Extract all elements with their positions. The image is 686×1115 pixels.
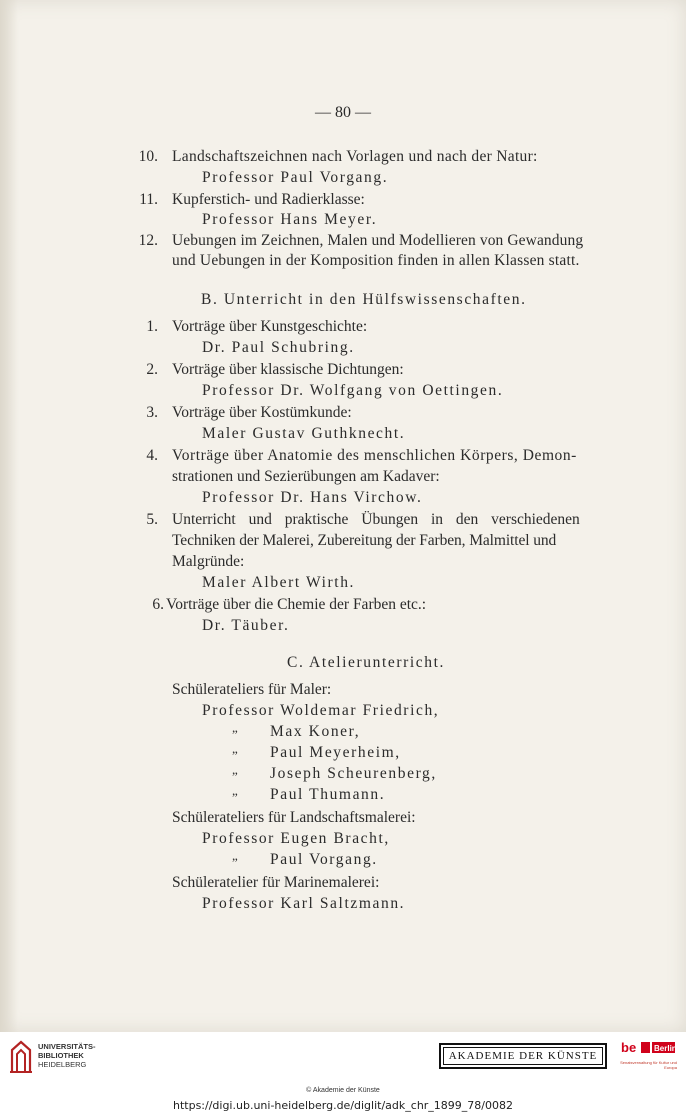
item-text: Malgründe: — [172, 553, 245, 570]
person-line: Max Koner, — [270, 723, 361, 740]
item-person: Dr. Paul Schubring. — [202, 339, 355, 356]
ditto-mark: „ — [232, 848, 238, 863]
item-number: 11. — [139, 191, 158, 208]
person-line: Paul Thumann. — [270, 786, 386, 803]
berlin-subtitle: Senatsverwaltung für Kultur und Europa — [620, 1060, 677, 1070]
ditto-mark: „ — [232, 783, 238, 798]
university-library-name[interactable] — [38, 1042, 96, 1069]
item-text: strationen und Sezierübungen am Kadaver: — [172, 468, 440, 485]
page-edge-shadow — [0, 0, 18, 1032]
item-number: 5. — [146, 511, 158, 528]
item-number: 4. — [146, 447, 158, 464]
person-line: Professor Karl Saltzmann. — [202, 895, 406, 912]
item-number: 3. — [146, 404, 158, 421]
ub-line: UNIVERSITÄTS- — [38, 1042, 96, 1051]
akademie-logo-text: AKADEMIE DER KÜNSTE — [443, 1047, 603, 1065]
akademie-der-kuenste-logo[interactable] — [439, 1043, 607, 1069]
group-label: Schülerateliers für Maler: — [172, 681, 332, 698]
item-text: Vorträge über klassische Dichtungen: — [172, 361, 404, 378]
item-person: Professor Dr. Hans Virchow. — [202, 489, 423, 506]
item-text: Vorträge über die Chemie der Farben etc.: — [166, 596, 427, 613]
group-label: Schüleratelier für Marinemalerei: — [172, 874, 380, 891]
item-person: Professor Paul Vorgang. — [202, 169, 389, 186]
item-text: Vorträge über Kunstgeschichte: — [172, 318, 368, 335]
berlin-prefix: be — [621, 1040, 637, 1055]
berlin-text: Berlin — [654, 1044, 677, 1053]
section-c-heading: C. Atelierunterricht. — [287, 654, 445, 671]
person-line: Paul Meyerheim, — [270, 744, 401, 761]
item-person: Professor Hans Meyer. — [202, 211, 378, 228]
university-library-logo-icon[interactable] — [8, 1040, 34, 1074]
ditto-mark: „ — [232, 720, 238, 735]
ditto-mark: „ — [232, 762, 238, 777]
item-number: 1. — [146, 318, 158, 335]
permalink-url[interactable]: https://digi.ub.uni-heidelberg.de/diglit/adk_chr_1899_78/0082 — [172, 1099, 514, 1112]
item-text: Techniken der Malerei, Zubereitung der Farben, Malmittel und — [172, 532, 557, 549]
item-person: Dr. Täuber. — [202, 617, 290, 634]
item-text: und Uebungen in der Komposition finden in allen Klassen statt. — [172, 252, 580, 269]
copyright-notice: © Akademie der Künste — [306, 1087, 380, 1094]
person-line: Professor Eugen Bracht, — [202, 830, 390, 847]
person-line: Professor Woldemar Friedrich, — [202, 702, 440, 719]
item-text: Vorträge über Anatomie des menschlichen Körpers, Demon- — [172, 447, 577, 464]
person-line: Joseph Scheurenberg, — [270, 765, 437, 782]
item-person: Maler Albert Wirth. — [202, 574, 356, 591]
page-number: — 80 — — [315, 104, 371, 121]
item-text: Landschaftszeichnen nach Vorlagen und nach der Natur: — [172, 148, 538, 165]
section-b-heading: B. Unterricht in den Hülfswissenschaften. — [201, 291, 527, 308]
item-number: 12. — [138, 232, 158, 249]
item-text: Unterricht und praktische Übungen in den verschiedenen — [172, 511, 580, 528]
item-person: Maler Gustav Guthknecht. — [202, 425, 406, 442]
ub-line: BIBLIOTHEK — [38, 1051, 84, 1060]
ub-line: HEIDELBERG — [38, 1060, 87, 1069]
item-text: Uebungen im Zeichnen, Malen und Modellieren von Gewandung — [172, 232, 584, 249]
person-line: Paul Vorgang. — [270, 851, 378, 868]
ditto-mark: „ — [232, 741, 238, 756]
item-person: Professor Dr. Wolfgang von Oettingen. — [202, 382, 504, 399]
item-number: 10. — [138, 148, 158, 165]
item-text: Kupferstich- und Radierklasse: — [172, 191, 365, 208]
group-label: Schülerateliers für Landschaftsmalerei: — [172, 809, 416, 826]
item-text: Vorträge über Kostümkunde: — [172, 404, 352, 421]
item-number: 2. — [146, 361, 158, 378]
item-number: 6. — [152, 596, 164, 613]
